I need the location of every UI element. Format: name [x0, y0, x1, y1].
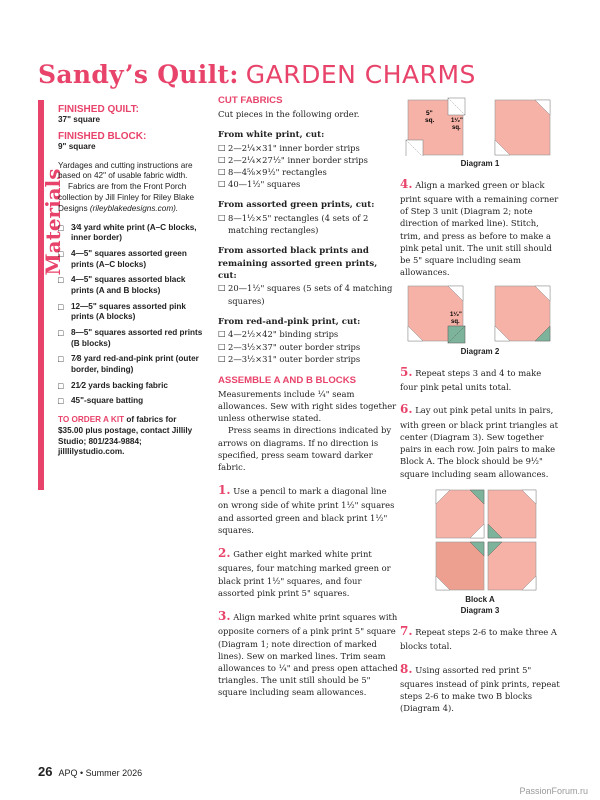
step-text: Repeat steps 3 and 4 to make four pink petal units total.: [400, 367, 542, 393]
cut-group-head: From white print, cut:: [218, 130, 325, 141]
diagram-2-label: sq.: [451, 319, 460, 326]
diagram-1-result-square: [495, 100, 550, 155]
materials-intro-2-text: Fabrics are from the Front Porch collection by Jill Finley for Riley Blake Designs: [58, 182, 195, 213]
step-number: 2.: [218, 546, 231, 561]
materials-intro-2: [58, 182, 203, 214]
cut-list: [218, 142, 398, 191]
diagram-1-label: 1¹⁄₂": [451, 118, 463, 124]
materials-intro-1: Yardages and cutting instructions are based on 42" of usable fabric width.: [58, 160, 193, 181]
step-6: [400, 401, 560, 479]
step-number: 7.: [400, 623, 413, 638]
diagram-1-label: sq.: [425, 117, 435, 124]
title-part2: GARDEN CHARMS: [245, 60, 476, 89]
cut-intro: Cut pieces in the following order.: [218, 108, 360, 119]
step-number: 1.: [218, 483, 231, 498]
page-number: 26: [38, 764, 53, 779]
steps-column: [400, 94, 560, 715]
sidebar-label: Materials: [41, 168, 65, 276]
materials-item: □ 8—5" squares assorted red prints (B blocks): [58, 328, 203, 349]
watermark: PassionForum.ru: [519, 786, 588, 796]
assemble-p2: Press seams in directions indicated by arrows on diagrams. If no direction is specified, press seam toward darker fabric.: [218, 425, 392, 472]
cutting-column: [218, 94, 398, 699]
assemble-p1: Measurements include ¹⁄₄" seam allowances. Sew with right sides together unless otherwise stated.: [218, 388, 397, 424]
cut-item: □ 20—1¹⁄₂" squares (5 sets of 4 matching squares): [218, 282, 398, 306]
diagram-2-label: 1¹⁄₂": [450, 312, 462, 319]
materials-item: □ 3⁄4 yard white print (A–C blocks, inner border): [58, 223, 203, 244]
cut-group-head: From assorted green prints, cut:: [218, 200, 375, 211]
order-kit-lead: TO ORDER A KIT: [58, 414, 125, 424]
footer-text: APQ • Summer 2026: [58, 768, 143, 778]
step-text: Align a marked green or black print square with a remaining corner of Step 3 unit (Diagram 2; note direction of marked line). Stitch, trim, and press as before to make a pink petal unit. The unit still should be 5" square including seam allowances.: [400, 179, 559, 278]
step-1: [218, 482, 398, 536]
diagram-3-petal-unit: [436, 490, 484, 538]
step-text: Gather eight marked white print squares, four matching marked green or black print 1¹⁄₂" squares, and four assorted pink print 5" squares.: [218, 549, 391, 598]
cut-item: □ 2—2¹⁄₄×27¹⁄₂" inner border strips: [218, 154, 398, 166]
diagram-2: [400, 282, 560, 344]
step-number: 6.: [400, 402, 413, 417]
step-text: Use a pencil to mark a diagonal line on wrong side of white print 1¹⁄₂" squares and assorted green and black print 1¹⁄₂" squares.: [218, 486, 395, 535]
step-text: Repeat steps 2-6 to make three A blocks total.: [400, 626, 557, 652]
finished-quilt-value: 37" square: [58, 115, 101, 124]
cut-list: [218, 212, 398, 236]
cut-item: □ 2—2¹⁄₄×31" inner border strips: [218, 142, 398, 154]
order-kit-note: [58, 415, 203, 458]
page-footer: [38, 764, 142, 779]
materials-item: □ 4—5" squares assorted green prints (A–C blocks): [58, 249, 203, 270]
diagram-3-caption-2: Diagram 3: [460, 606, 500, 616]
page-title: [38, 60, 476, 90]
diagram-3: [400, 486, 560, 594]
diagram-3-petal-unit: [488, 490, 536, 538]
finished-block-label: FINISHED BLOCK:: [58, 130, 147, 142]
cut-item: □ 8—4⁵⁄₈×9¹⁄₂" rectangles: [218, 166, 398, 178]
cut-heading: CUT FABRICS: [218, 95, 283, 106]
cut-item: □ 40—1¹⁄₂" squares: [218, 178, 398, 190]
step-2: [218, 545, 398, 599]
cut-item: □ 4—2¹⁄₂×42" binding strips: [218, 328, 398, 340]
cut-list: [218, 282, 398, 306]
materials-link[interactable]: (rileyblakedesigns.com).: [89, 203, 179, 213]
finished-block-value: 9" square: [58, 141, 96, 151]
step-3: [218, 608, 398, 699]
materials-list: [58, 223, 203, 407]
diagram-1-label: sq.: [452, 125, 461, 131]
step-text: Align marked white print squares with opposite corners of a pink print 5" square (Diagram 1; note direction of marked lines). Sew on marked lines. Trim seam allowances to ¹⁄₄" and press open attached triangles. The unit still should be 5" square including seam allowances.: [218, 612, 398, 698]
cut-group-head: From assorted black prints and remaining assorted green prints, cut:: [218, 246, 378, 282]
step-4: [400, 176, 560, 279]
step-text: Lay out pink petal units in pairs, with green or black print triangles at center (Diagram 3). Sew together pairs in each row. Join pairs to make Block A. The block should be 9¹⁄₂" square including seam allowances.: [400, 405, 558, 479]
diagram-3-petal-unit: [488, 542, 536, 590]
materials-item: □ 21⁄2 yards backing fabric: [58, 381, 203, 392]
assemble-heading: ASSEMBLE A AND B BLOCKS: [218, 374, 357, 386]
cut-group-head: From red-and-pink print, cut:: [218, 316, 361, 327]
cut-item: □ 8—1¹⁄₂×5" rectangles (4 sets of 2 matching rectangles): [218, 212, 398, 236]
step-5: [400, 364, 560, 394]
materials-item: □ 4—5" squares assorted black prints (A and B blocks): [58, 275, 203, 296]
diagram-3-caption-1: Block A: [465, 594, 495, 604]
materials-column: [58, 104, 203, 458]
step-number: 8.: [400, 661, 413, 676]
cut-list: [218, 328, 398, 365]
materials-item: □ 7⁄8 yard red-and-pink print (outer border, binding): [58, 354, 203, 375]
step-7: [400, 623, 560, 653]
cut-item: □ 2—3¹⁄₂×37" outer border strips: [218, 341, 398, 353]
step-number: 4.: [400, 176, 413, 191]
step-text: Using assorted red print 5" squares instead of pink prints, repeat steps 2-6 to make two B blocks (Diagram 4).: [400, 664, 560, 714]
finished-quilt-label: FINISHED QUILT:: [58, 104, 139, 115]
order-kit-rest: of fabrics for $35.00 plus postage, contact Jillily Studio; 801/234-9884; jilllilystudio.com.: [58, 414, 193, 457]
materials-item: □ 45"-square batting: [58, 396, 203, 407]
step-number: 3.: [218, 609, 231, 623]
cut-item: □ 2—3¹⁄₂×31" outer border strips: [218, 353, 398, 365]
diagram-2-caption: Diagram 2: [460, 347, 500, 357]
diagram-3-petal-unit: [436, 542, 484, 590]
title-part1: Sandy’s Quilt:: [38, 60, 239, 89]
step-8: [400, 661, 560, 715]
diagram-2-petal-unit: [495, 286, 550, 341]
diagram-1-label: 5": [426, 110, 433, 117]
materials-item: □ 12—5" squares assorted pink prints (A blocks): [58, 302, 203, 323]
diagram-1-caption: Diagram 1: [460, 159, 500, 168]
step-number: 5.: [400, 364, 413, 379]
diagram-1: [400, 94, 560, 156]
